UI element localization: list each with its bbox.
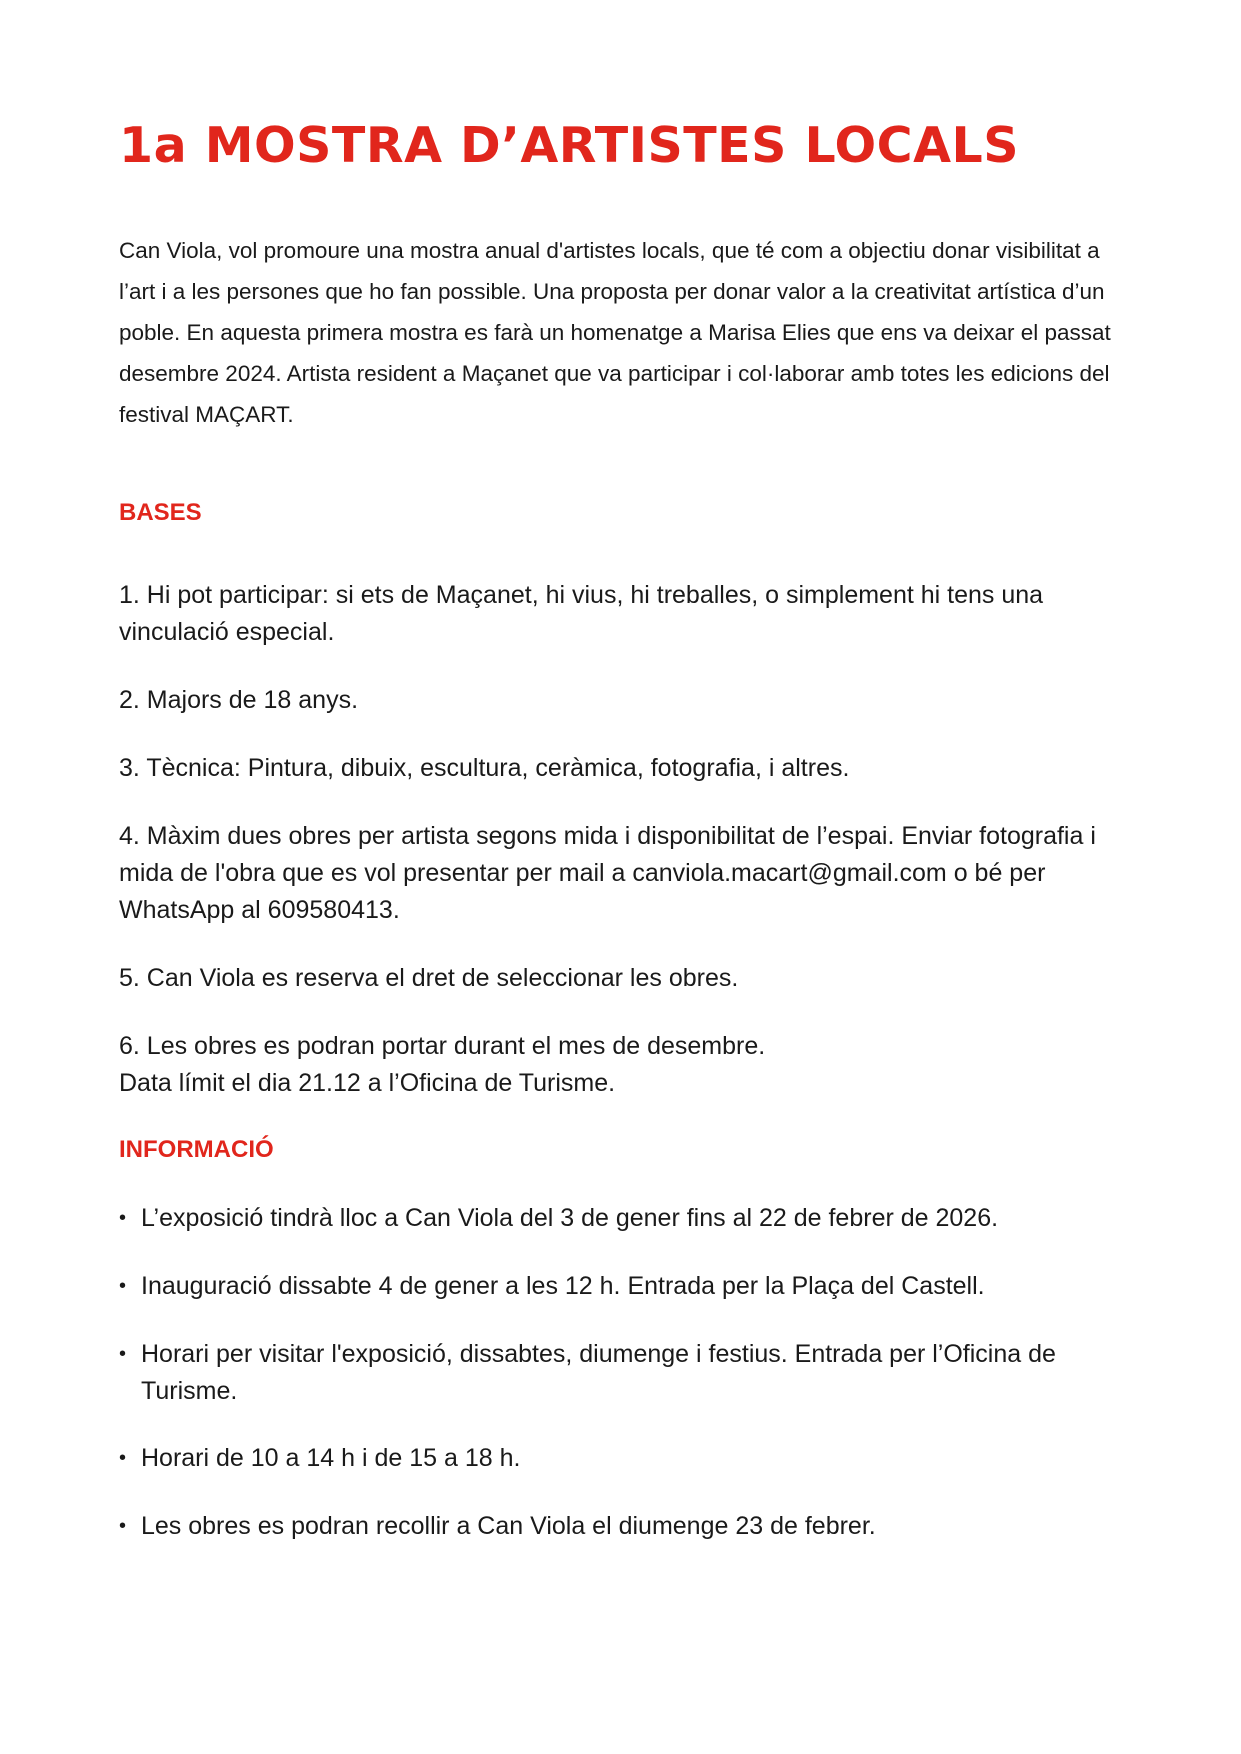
rule-item	[119, 818, 1129, 929]
page-title: 1a MOSTRA D’ARTISTES LOCALS	[119, 117, 1020, 174]
bases-heading: BASES	[119, 499, 202, 526]
info-list-item	[119, 1440, 1129, 1477]
info-text: Les obres es podran recollir a Can Viola el diumenge 23 de febrer.	[141, 1512, 876, 1540]
info-list-item	[119, 1200, 1129, 1237]
rule-item: 5. Can Viola es reserva el dret de seleccionar les obres.	[119, 964, 739, 992]
info-text: L’exposició tindrà lloc a Can Viola del 3 de gener fins al 22 de febrer de 2026.	[141, 1204, 999, 1232]
info-text: Horari per visitar l'exposició, dissabtes, diumenge i festius. Entrada per l’Oficina de Turisme.	[141, 1340, 1056, 1405]
intro-paragraph: Can Viola, vol promoure una mostra anual d'artistes locals, que té com a objectiu donar visibilitat a l’art i a les persones que ho fan possible. Una proposta per donar valor a la creativitat artística d’un poble. En aquesta primera mostra es farà un homenatge a Marisa Elies que ens va deixar el passat desembre 2024. Artista resident a Maçanet que va participar i col·laborar amb totes les edicions del festival MAÇART.	[119, 238, 1111, 427]
rule-item: 2. Majors de 18 anys.	[119, 686, 359, 714]
info-text: Inauguració dissabte 4 de gener a les 12 h. Entrada per la Plaça del Castell.	[141, 1272, 985, 1300]
info-list-item	[119, 1336, 1129, 1410]
info-text: Horari de 10 a 14 h i de 15 a 18 h.	[141, 1444, 521, 1472]
info-list-item	[119, 1268, 1129, 1305]
rule-item: 3. Tècnica: Pintura, dibuix, escultura, ceràmica, fotografia, i altres.	[119, 754, 850, 782]
rule-text: 4. Màxim dues obres per artista segons mida i disponibilitat de l’espai. Enviar fotografia i mida de l'obra que es vol presentar per mail a canviola.macart@gmail.com o bé per WhatsApp al 609580413.	[119, 822, 1096, 924]
rule-deadline: Data límit el dia 21.12 a l’Oficina de Turisme.	[119, 1069, 616, 1097]
bullet-icon: •	[119, 1343, 127, 1365]
info-list-item	[119, 1508, 1129, 1545]
bullet-icon: •	[119, 1447, 127, 1469]
bullet-icon: •	[119, 1515, 127, 1537]
bullet-icon: •	[119, 1207, 127, 1229]
bullet-icon: •	[119, 1275, 127, 1297]
rule-text: 6. Les obres es podran portar durant el mes de desembre.	[119, 1032, 766, 1060]
info-heading: INFORMACIÓ	[119, 1136, 274, 1163]
rule-item: 1. Hi pot participar: si ets de Maçanet, hi vius, hi treballes, o simplement hi tens una vinculació especial.	[119, 581, 1044, 646]
rule-item	[119, 1028, 1129, 1102]
